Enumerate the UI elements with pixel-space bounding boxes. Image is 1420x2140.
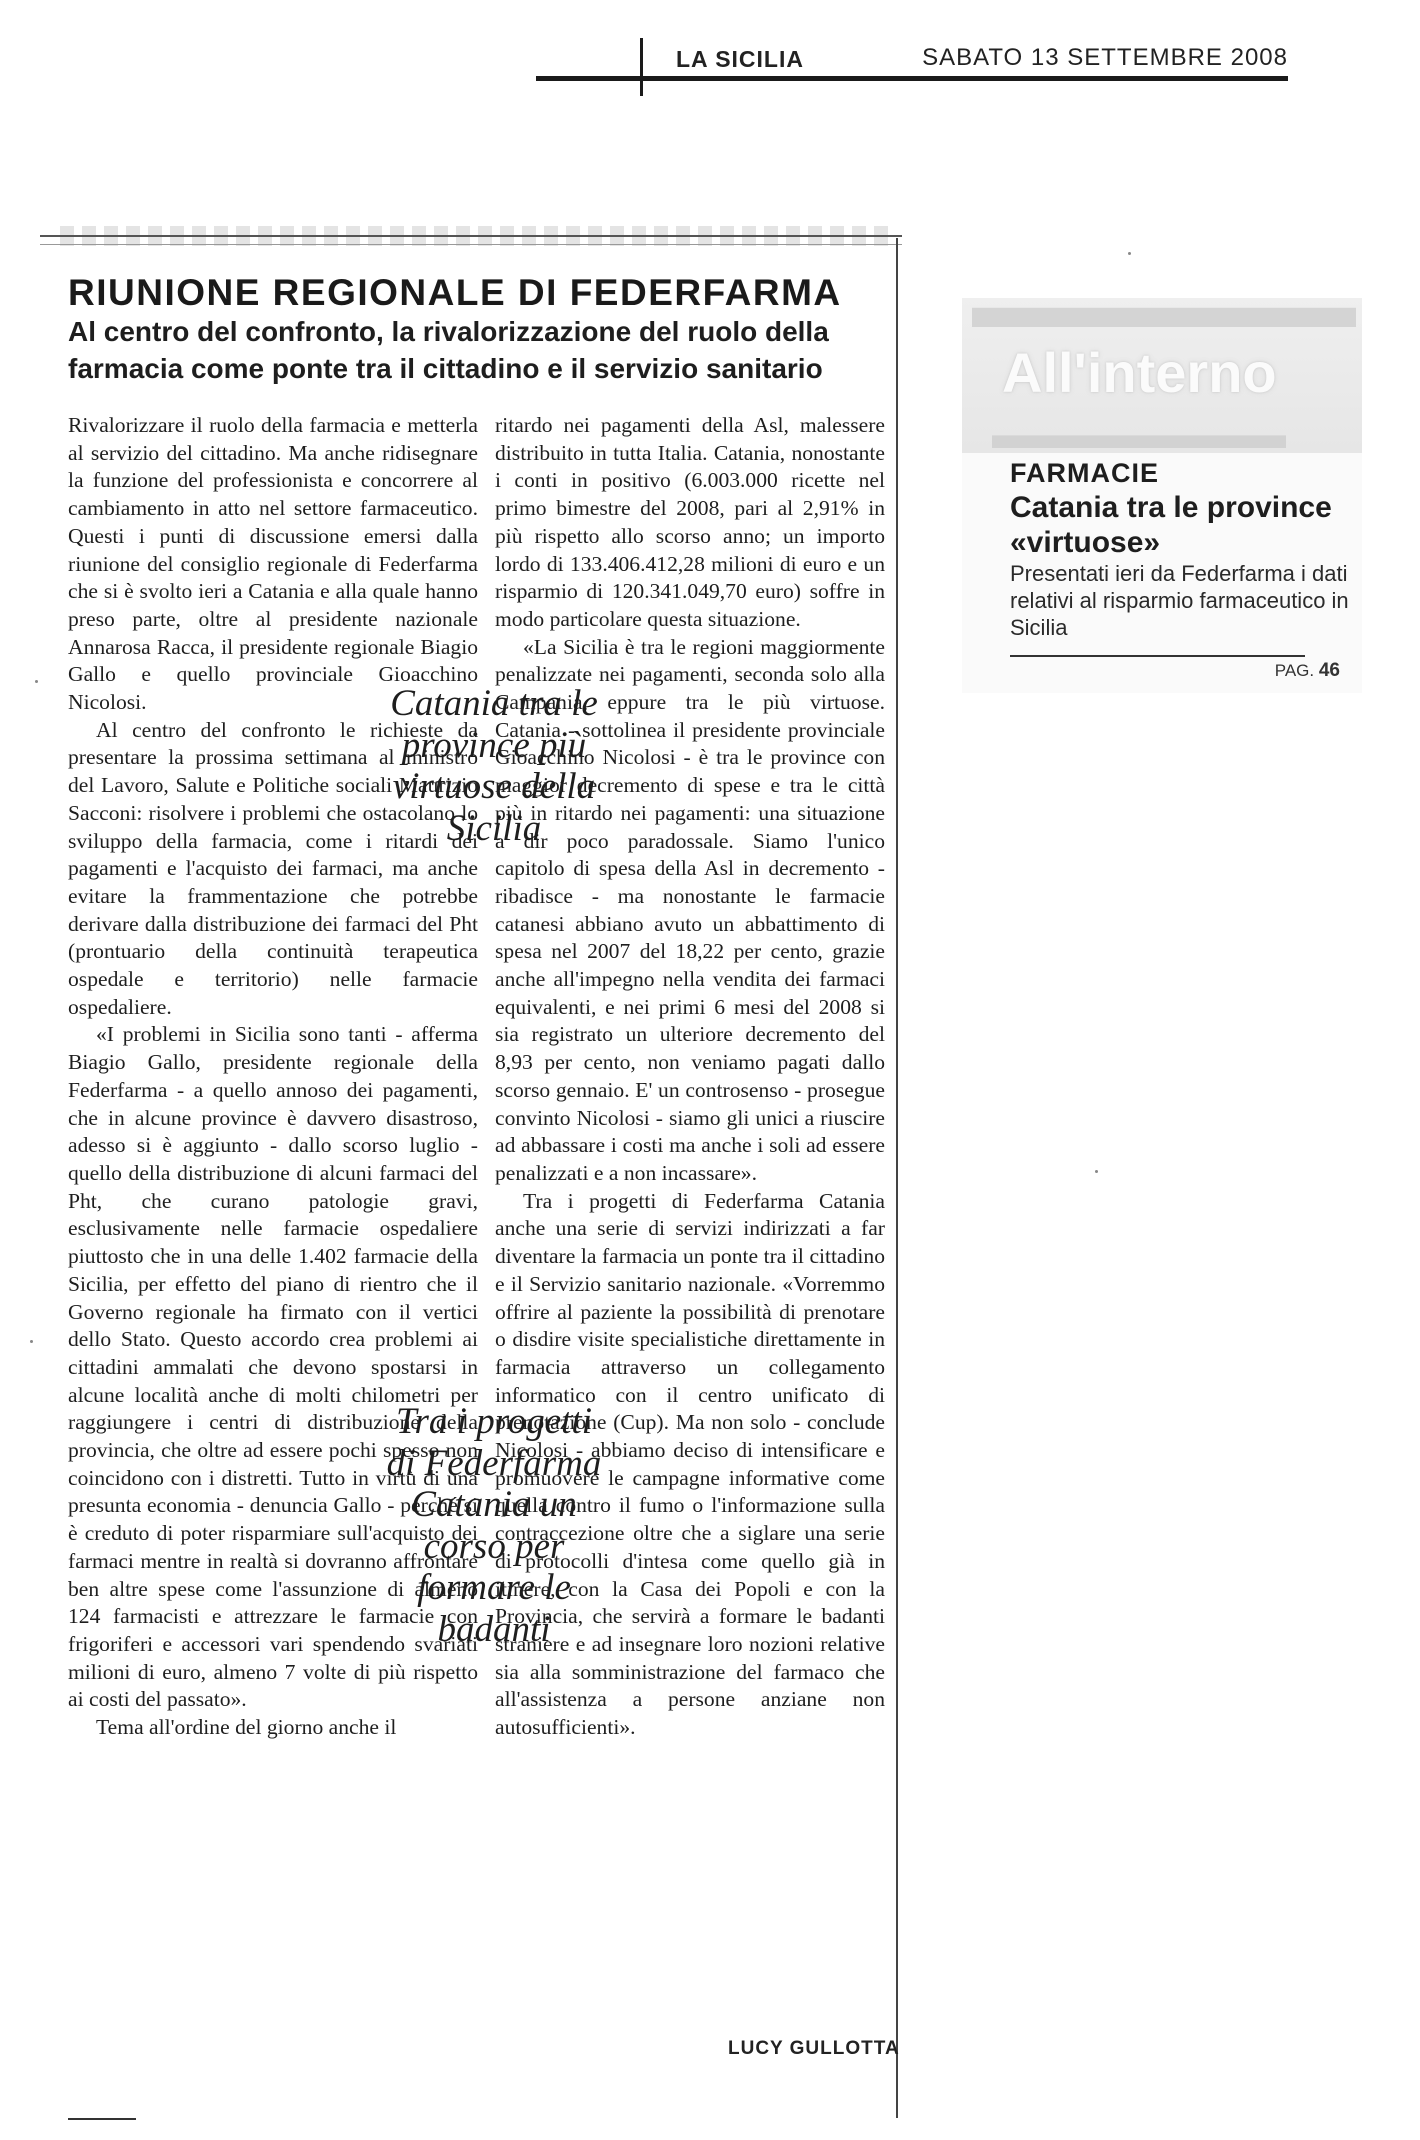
article-paragraph: «La Sicilia è tra le regioni maggiormente penalizzate nei pagamenti, seconda solo alla Campania, eppure tra le più virtuose. Catania - sottolinea il presidente provinciale Gioacchino Nicolosi - è tra le province con maggior decremento di spese e tra le città più in ritardo nei pagamenti: una situazione a dir poco paradossale. Siamo l'unico capitolo di spesa della Asl in decremento - ribadisce - ma nonostante le farmacie catanesi abbiano avuto un abbattimento di spesa nel 2007 del 18,22 per cento, grazie anche all'impegno nella vendita dei farmaci equivalenti, e nei primi 6 mesi del 2008 si sia registrato un ulteriore decremento del 8,93 per cento, non veniamo pagati dallo scorso gennaio. E' un controsenso - prosegue convinto Nicolosi - siamo gli unici a riuscire ad abbassare i costi ma anche i soli ad essere penalizzati e a non incassare». — [495, 634, 885, 1185]
article-kicker: RIUNIONE REGIONALE DI FEDERFARMA — [68, 272, 842, 313]
teaser-page-reference — [1275, 660, 1340, 682]
article-headline: Al centro del confronto, la rivalorizzazione del ruolo della farmacia come ponte tra il cittadino e il servizio sanitario — [68, 316, 829, 384]
teaser-page-label: PAG. — [1274, 661, 1315, 680]
teaser-rule — [1010, 655, 1305, 657]
teaser-summary: Presentati ieri da Federfarma i dati relativi al risparmio farmaceutico in Sicilia — [1010, 561, 1349, 640]
article-paragraph: «I problemi in Sicilia sono tanti - afferma Biagio Gallo, presidente regionale della Federfarma - a quello annoso dei pagamenti, che in alcune province è davvero disastroso, adesso si è aggiunto - dallo scorso luglio - quello della distribuzione di alcuni farmaci del Pht, che curano patologie gravi, esclusivamente nelle farmacie ospedaliere piuttosto che in una delle 1.402 farmacie della Sicilia, per effetto del piano di rientro che il Governo regionale ha firmato con il vertici dello Stato. Questo accordo crea problemi ai cittadini ammalati che devono spostarsi in alcune località anche di molti chilometri per raggiungere i centri di distribuzione della provincia, che oltre ad essere pochi spesso non coincidono con i distretti. Tutto in virtù di una presunta economia - denuncia Gallo - perché si è creduto di poter risparmiare sull'acquisto dei farmaci mentre in realtà si dovranno affrontare ben altre spese come l'assunzione di almeno 124 farmacisti e attrezzare le farmacie con frigoriferi e accessori vari spendendo svariati milioni di euro, almeno 7 volte di più rispetto ai costi del passato». — [68, 1022, 478, 1712]
teaser-ghost-text: ▬▬▬▬▬▬▬ — [992, 410, 1286, 453]
index-teaser-box — [962, 298, 1362, 693]
masthead-rule — [536, 76, 1288, 81]
teaser-ghost-text: ▬▬▬▬▬▬ — [972, 298, 1356, 341]
article-paragraph: Rivalorizzare il ruolo della farmacia e metterla al servizio del cittadino. Ma anche ridisegnare la funzione del professionista e concorrere al cambiamento in atto nel settore farmaceutico. Questi i punti di discussione emersi dalla riunione del consiglio regionale di Federfarma che si è svolto ieri a Catania e alla quale hanno preso parte, oltre al presidente nazionale Annarosa Racca, il presidente regionale Biagio Gallo e quello provinciale Gioacchino Nicolosi. — [68, 413, 478, 715]
pullquote-catania-virtuose: Catania tra le province più virtuose della Sicilia — [390, 683, 598, 849]
clipping-end-rule — [68, 2118, 136, 2120]
teaser-headline: Catania tra le province «virtuose» — [1010, 491, 1332, 559]
article-paragraph: ritardo nei pagamenti della Asl, malessere distribuito in tutta Italia. Catania, nonostante i conti in positivo (6.003.000 ricette nel primo bimestre del 2008, pari al 2,91% in più rispetto allo scorso anno; un importo lordo di 133.406.412,28 milioni di euro e un risparmio di 120.341.049,70 euro) soffre in modo particolare questa situazione. — [495, 413, 885, 631]
publication-date: SABATO 13 SETTEMBRE 2008 — [922, 44, 1288, 71]
article-paragraph: Tema all'ordine del giorno anche il — [96, 1715, 397, 1740]
teaser-banner-title: All'interno — [1002, 341, 1277, 404]
clipping-right-rule — [896, 238, 898, 2118]
scan-speck — [35, 680, 38, 683]
article-paragraph: Tra i progetti di Federfarma Catania anche una serie di servizi indirizzati a far diventare la farmacia un ponte tra il cittadino e il Servizio sanitario nazionale. «Vorremmo offrire al paziente la possibilità di prenotare o disdire visite specialistiche direttamente in farmacia attraverso un collegamento informatico con il centro unificato di prenotazione (Cup). Ma non solo - conclude Nicolosi - abbiamo deciso di intensificare e promuovere le campagne informative come quella contro il fumo o l'informazione sulla contraccezione oltre che a siglare una serie di protocolli d'intesa come quello già in itinere, con la Casa dei Popoli e con la Provincia, che servirà a formare le badanti straniere e ad insegnare loro nozioni relative sia alla somministrazione del farmaco che all'assistenza a persone anziane non autosufficienti». — [495, 1188, 885, 1740]
scan-speck — [1128, 252, 1131, 255]
clipping-top-rule — [40, 235, 902, 237]
scan-speck — [1095, 1170, 1098, 1173]
article-byline: LUCY GULLOTTA — [728, 2038, 900, 2059]
masthead — [536, 38, 1288, 78]
publication-name: LA SICILIA — [676, 46, 804, 72]
scan-speck — [30, 1340, 33, 1343]
article-paragraph: Al centro del confronto le richieste da presentare la prossima settimana al ministro del Lavoro, Salute e Politiche sociali Maurizio Sacconi: risolvere i problemi che ostacolano lo sviluppo della farmacia, come i ritardi dei pagamenti e l'acquisto dei farmaci, ma anche evitare la frammentazione che potrebbe derivare dalla distribuzione dei farmaci del Pht (prontuario della continuità terapeutica ospedale e territorio) nelle farmacie ospedaliere. — [68, 717, 478, 1019]
teaser-section-label: FARMACIE — [1010, 458, 1159, 488]
teaser-banner — [962, 298, 1362, 453]
masthead-tick — [640, 38, 643, 96]
clipping-top-rule-thin — [40, 244, 902, 245]
teaser-page-number: 46 — [1318, 660, 1340, 681]
pullquote-corso-badanti: Tra i progetti di Federfarma Catania un corso per formare le badanti — [386, 1401, 602, 1650]
